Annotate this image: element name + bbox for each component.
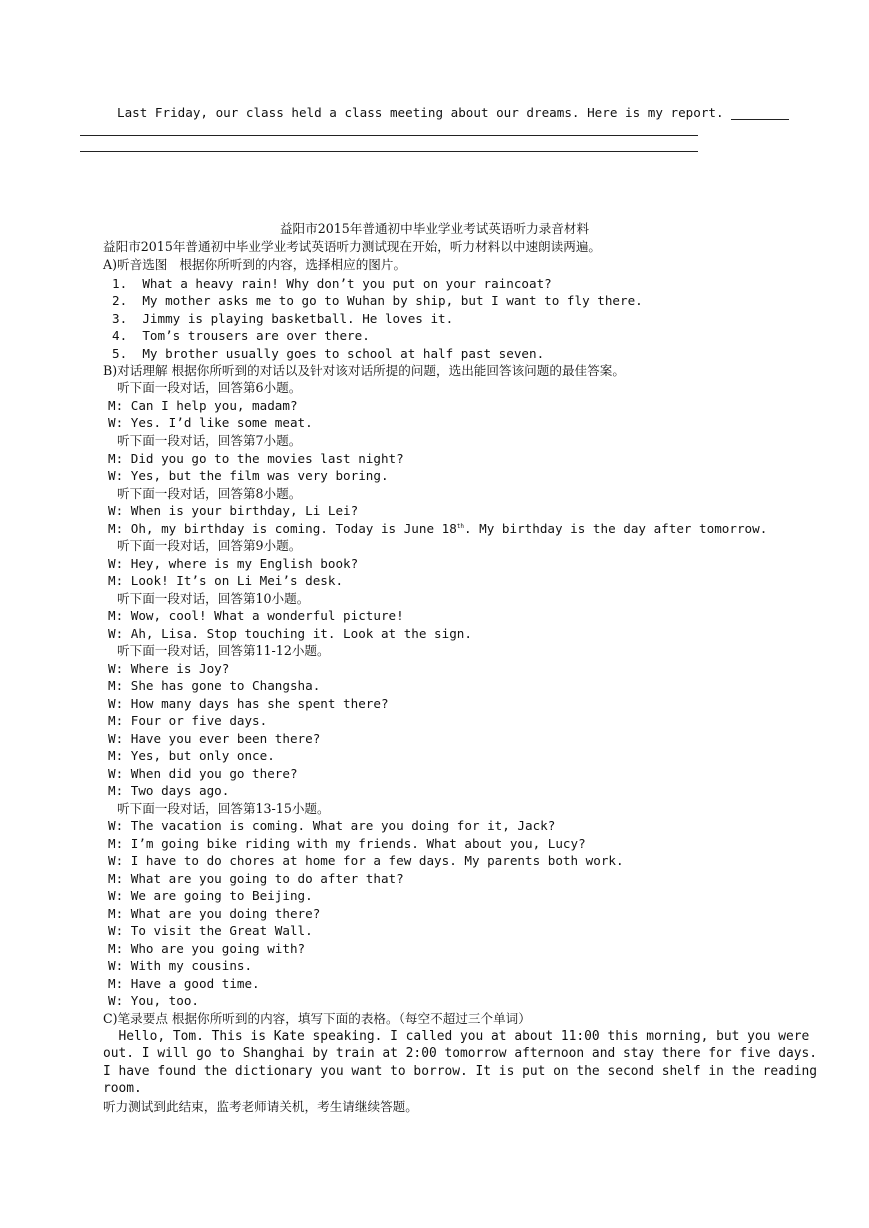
dialogue-line: W: I have to do chores at home for a few days. My parents both work. [108, 853, 624, 868]
list-item: 4. Tom’s trousers are over there. [112, 328, 370, 343]
instruction-q11: 听下面一段对话，回答第11-12小题。 [117, 643, 330, 658]
dialogue-line: W: How many days has she spent there? [108, 696, 389, 711]
instruction-q13: 听下面一段对话，回答第13-15小题。 [117, 801, 330, 816]
dialogue-line: M: Have a good time. [108, 976, 260, 991]
dialogue-text: M: Oh, my birthday is coming. Today is June 18 [108, 521, 457, 536]
dialogue-line: M: Can I help you, madam? [108, 398, 298, 413]
transcript-title: 益阳市2015年普通初中毕业学业考试英语听力录音材料 [279, 221, 590, 236]
dialogue-line: M: Two days ago. [108, 783, 230, 798]
report-intro: Last Friday, our class held a class meeting about our dreams. Here is my report. [117, 105, 724, 120]
dialogue-line: M: Yes, but only once. [108, 748, 275, 763]
list-item: 3. Jimmy is playing basketball. He loves it. [112, 311, 454, 326]
instruction-q7: 听下面一段对话，回答第7小题。 [117, 433, 302, 448]
transcript-closing: 听力测试到此结束，监考老师请关机，考生请继续答题。 [103, 1099, 418, 1114]
dialogue-line: W: With my cousins. [108, 958, 253, 973]
dialogue-line: W: Yes, but the film was very boring. [108, 468, 389, 483]
list-item: 2. My mother asks me to go to Wuhan by ship, but I want to fly there. [112, 293, 643, 308]
dialogue-line: M: Did you go to the movies last night? [108, 451, 404, 466]
passage-line: Hello, Tom. This is Kate speaking. I called you at about 11:00 this morning, but you were [103, 1029, 810, 1044]
writing-line [80, 151, 698, 152]
list-item: 1. What a heavy rain! Why don’t you put on your raincoat? [112, 276, 552, 291]
dialogue-line: W: When is your birthday, Li Lei? [108, 503, 359, 518]
dialogue-line: W: To visit the Great Wall. [108, 923, 313, 938]
dialogue-line: W: Yes. I’d like some meat. [108, 415, 313, 430]
dialogue-line: W: Where is Joy? [108, 661, 230, 676]
ordinal-suffix: th [456, 522, 465, 530]
instruction-q10: 听下面一段对话，回答第10小题。 [117, 591, 310, 606]
dialogue-line: M: Four or five days. [108, 713, 268, 728]
dialogue-line: W: Have you ever been there? [108, 731, 321, 746]
section-b-heading: B)对话理解 根据你所听到的对话以及针对该对话所提的问题，选出能回答该问题的最佳答案。 [103, 363, 625, 378]
transcript-opening: 益阳市2015年普通初中毕业学业考试英语听力测试现在开始，听力材料以中速朗读两遍。 [103, 239, 602, 254]
list-item: 5. My brother usually goes to school at half past seven. [112, 346, 545, 361]
section-c-heading: C)笔录要点 根据你所听到的内容，填写下面的表格。（每空不超过三个单词） [103, 1011, 531, 1026]
dialogue-line: W: We are going to Beijing. [108, 888, 313, 903]
dialogue-line: M: Wow, cool! What a wonderful picture! [108, 608, 404, 623]
dialogue-line: W: Hey, where is my English book? [108, 556, 359, 571]
dialogue-line [108, 520, 767, 538]
dialogue-line: W: The vacation is coming. What are you doing for it, Jack? [108, 818, 556, 833]
instruction-q6: 听下面一段对话，回答第6小题。 [117, 380, 302, 395]
dialogue-line: W: When did you go there? [108, 766, 298, 781]
passage-line: out. I will go to Shanghai by train at 2:00 tomorrow afternoon and stay there for five days. [103, 1046, 817, 1061]
passage-line: I have found the dictionary you want to borrow. It is put on the second shelf in the reading [103, 1064, 817, 1079]
dialogue-line: M: She has gone to Changsha. [108, 678, 321, 693]
section-a-heading: A)听音选图 根据你所听到的内容，选择相应的图片。 [103, 257, 407, 272]
dialogue-text: . My birthday is the day after tomorrow. [464, 521, 768, 536]
dialogue-line: M: Look! It’s on Li Mei’s desk. [108, 573, 344, 588]
passage-line: room. [103, 1081, 142, 1096]
dialogue-line: M: Who are you going with? [108, 941, 306, 956]
dialogue-line: M: What are you going to do after that? [108, 871, 404, 886]
instruction-q9: 听下面一段对话，回答第9小题。 [117, 538, 302, 553]
dialogue-line: M: What are you doing there? [108, 906, 321, 921]
instruction-q8: 听下面一段对话，回答第8小题。 [117, 486, 302, 501]
dialogue-line: W: You, too. [108, 993, 199, 1008]
writing-line [80, 135, 698, 136]
blank-line [731, 119, 789, 120]
dialogue-line: W: Ah, Lisa. Stop touching it. Look at the sign. [108, 626, 472, 641]
dialogue-line: M: I’m going bike riding with my friends. What about you, Lucy? [108, 836, 586, 851]
